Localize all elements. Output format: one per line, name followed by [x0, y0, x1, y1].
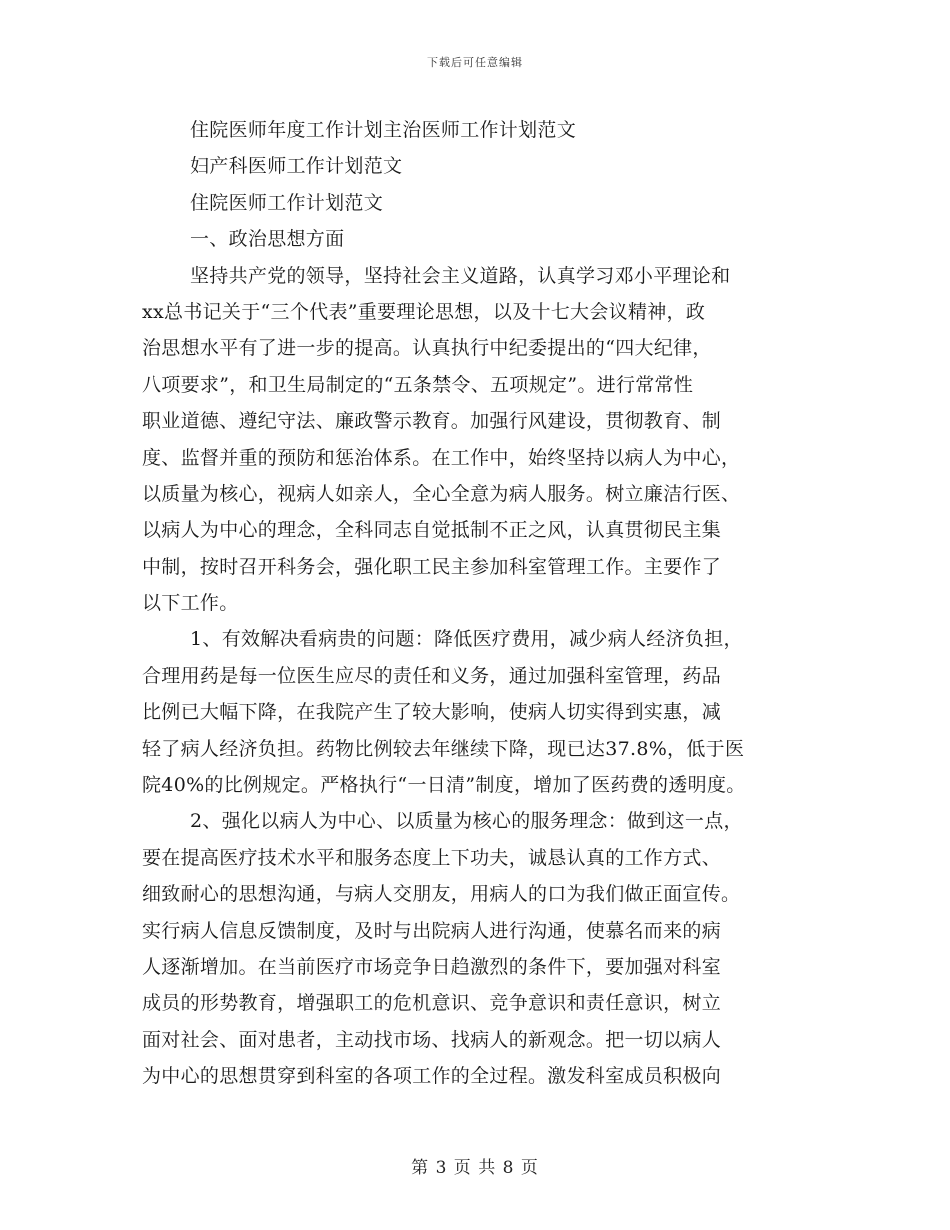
- text-line: 八项要求”，和卫生局制定的“五条禁令、五项规定”。进行常常性: [142, 373, 694, 396]
- text-line: 住院医师年度工作计划主治医师工作计划范文: [190, 119, 577, 141]
- text-line: 中制，按时召开科务会，强化职工民主参加科室管理工作。主要作了: [142, 555, 722, 578]
- text-line: 坚持共产党的领导，坚持社会主义道路，认真学习邓小平理论和: [190, 264, 731, 287]
- text-line: 妇产科医师工作计划范文: [190, 155, 403, 178]
- text-line: 以病人为中心的理念，全科同志自觉抵制不正之风，认真贯彻民主集: [142, 519, 722, 542]
- text-line: xx总书记关于“三个代表”重要理论思想，以及十七大会议精神，政: [142, 300, 706, 323]
- page-number: 第 3 页 共 8 页: [411, 1158, 539, 1178]
- document-body: [142, 112, 822, 1095]
- text-line: 实行病人信息反馈制度，及时与出院病人进行沟通，使慕名而来的病: [142, 919, 722, 942]
- text-line: 合理用药是每一位医生应尽的责任和义务，通过加强科室管理，药品: [142, 664, 722, 687]
- text-line: 院40%的比例规定。严格执行“一日清”制度，增加了医药费的透明度。: [142, 774, 746, 797]
- text-line: 比例已大幅下降，在我院产生了较大影响，使病人切实得到实惠，减: [142, 701, 722, 724]
- text-line: 职业道德、遵纪守法、廉政警示教育。加强行风建设，贯彻教育、制: [142, 410, 722, 433]
- text-line: 度、监督并重的预防和惩治体系。在工作中，始终坚持以病人为中心，: [142, 446, 741, 469]
- page-header-note: 下载后可任意编辑: [427, 56, 523, 69]
- text-line: 要在提高医疗技术水平和服务态度上下功夫，诚恳认真的工作方式、: [142, 846, 722, 869]
- text-line: 治思想水平有了进一步的提高。认真执行中纪委提出的“四大纪律，: [142, 337, 712, 360]
- text-line: 轻了病人经济负担。药物比例较去年继续下降，现已达37.8%，低于医: [142, 737, 745, 760]
- text-line: 面对社会、面对患者，主动找市场、找病人的新观念。把一切以病人: [142, 1028, 722, 1051]
- text-line: 1、有效解决看病贵的问题：降低医疗费用，减少病人经济负担，: [190, 628, 743, 651]
- text-line: 住院医师工作计划范文: [190, 191, 384, 214]
- text-line: 以下工作。: [142, 592, 239, 615]
- text-line: 一、政治思想方面: [190, 228, 345, 251]
- text-line: 以质量为核心，视病人如亲人，全心全意为病人服务。树立廉洁行医、: [142, 482, 741, 505]
- text-line: 为中心的思想贯穿到科室的各项工作的全过程。激发科室成员积极向: [142, 1065, 722, 1088]
- text-line: 细致耐心的思想沟通，与病人交朋友，用病人的口为我们做正面宣传。: [142, 883, 741, 906]
- text-line: 成员的形势教育，增强职工的危机意识、竞争意识和责任意识，树立: [142, 992, 722, 1015]
- text-line: 2、强化以病人为中心、以质量为核心的服务理念：做到这一点，: [190, 810, 743, 833]
- text-line: 人逐渐增加。在当前医疗市场竞争日趋激烈的条件下，要加强对科室: [142, 955, 722, 978]
